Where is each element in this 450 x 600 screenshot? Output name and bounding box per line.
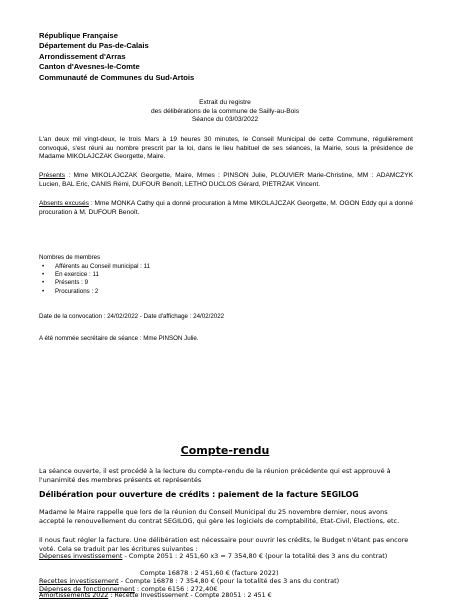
absents-text: : Mme MONKA Cathy qui a donné procuration à Mme MIKOLAJCZAK Georgette, M. OGON Eddy qui a donné procuration à M. DUFOUR Benoît. <box>39 200 413 216</box>
depenses-investissement <box>39 552 413 561</box>
deliberation-title: Délibération pour ouverture de crédits : paiement de la facture SEGILOG <box>39 490 359 499</box>
amortissements-text: : Recette Investissement - Compte 28051 : 2 451 € <box>108 592 272 599</box>
header-arrondissement: Arrondissement d'Arras <box>39 51 126 61</box>
compte-16878-line: Compte 16878 : 2 451,60 € (facture 2022) <box>140 569 279 577</box>
depenses-fonctionnement-label: Dépenses de fonctionnement <box>39 585 135 593</box>
bullet-icon: • <box>42 287 45 295</box>
intro-paragraph: L'an deux mil vingt-deux, le trois Mars à 19 heures 30 minutes, le Conseil Municipal de cette Commune, régulièrement convoqué, s'est réuni au nombre prescrit par la loi, dans le lieu habituel de ses séances, la Mairie, sous la présidence de Madame MIKOLAJCZAK Georgette, Maire. <box>39 136 413 161</box>
header-republique: République Française <box>39 31 118 40</box>
bullet-icon: • <box>42 271 45 279</box>
document-header <box>39 31 194 83</box>
members-title: Nombres de membres <box>39 254 101 261</box>
bullet-icon: • <box>42 279 45 287</box>
recettes-investissement-text: - Compte 16878 : 7 354,80 € (pour la totalité des 3 ans du contrat) <box>118 577 340 585</box>
secretary-line: A été nommée secrétaire de séance : Mme PINSON Julie. <box>39 335 199 342</box>
absents-label: Absents excusés <box>39 200 89 207</box>
compte-rendu-title: Compte-rendu <box>180 444 270 457</box>
depenses-fonctionnement-text: : compte 6156 : 272,40€ <box>134 585 218 593</box>
compte-rendu-intro: La séance ouverte, il est procédé à la lecture du compte-rendu de la réunion précédente qui est approuvé à l'unanimité des membres présents et représentés <box>39 467 391 484</box>
presents-label: Présents <box>39 172 66 179</box>
recettes-investissement-label: Recettes investissement <box>39 577 119 585</box>
list-item: • En exercice : 11 <box>42 271 99 279</box>
amortissements-label: Amortissements 2022 <box>39 592 109 599</box>
deliberation-paragraph-2: Il nous faut régler la facture. Une délibération est nécessaire pour ouvrir les crédits, le Budget n'étant pas encore voté. Cela se traduit par les écritures suivantes : <box>39 536 409 553</box>
header-canton: Canton d'Avesnes-le-Comte <box>39 62 140 72</box>
presents-text: : Mme MIKOLAJCZAK Georgette, Maire, Mmes : PINSON Julie, PLOUVIER Marie-Christine, MM : ADAMCZYK Lucien, BAL Eric, CANIS Rémi, DUFOUR Benoît, LETHO DUCLOS Gérard, PIETRZAK Vincent. <box>39 172 413 188</box>
session-date: Séance du 03/03/2022 <box>191 116 259 124</box>
list-item: • Présents : 9 <box>42 279 89 287</box>
registry-extract <box>0 99 450 125</box>
list-item: • Procurations : 2 <box>42 287 99 295</box>
convocation-dates: Date de la convocation : 24/02/2022 - Date d'affichage : 24/02/2022 <box>39 313 225 320</box>
header-departement: Département du Pas-de-Calais <box>39 41 149 51</box>
list-item: • Afférents au Conseil municipal : 11 <box>42 263 151 270</box>
extract-title: Extrait du registre <box>199 99 251 106</box>
depenses-investissement-text: - Compte 2051 : 2 451,60 x3 = 7 354,80 € (pour la totalité des 3 ans du contrat) <box>122 552 388 560</box>
members-list <box>39 263 150 296</box>
bullet-icon: • <box>42 263 45 270</box>
header-communaute: Communauté de Communes du Sud-Artois <box>39 72 195 82</box>
depenses-investissement-label: Dépenses investissement <box>39 552 123 560</box>
absents-paragraph <box>39 200 413 217</box>
deliberation-paragraph-1: Madame le Maire rappelle que lors de la réunion du Conseil Municipal du 25 novembre dernier, nous avons accepté le renouvellement du contrat SEGILOG, qui gère les logiciels de comptabilité, Etat-Civil, Elections, etc. <box>39 508 400 525</box>
amortissements-line <box>39 592 413 600</box>
extract-subtitle: des délibérations de la commune de Sailly-au-Bois <box>150 107 300 115</box>
presents-paragraph <box>39 172 413 189</box>
